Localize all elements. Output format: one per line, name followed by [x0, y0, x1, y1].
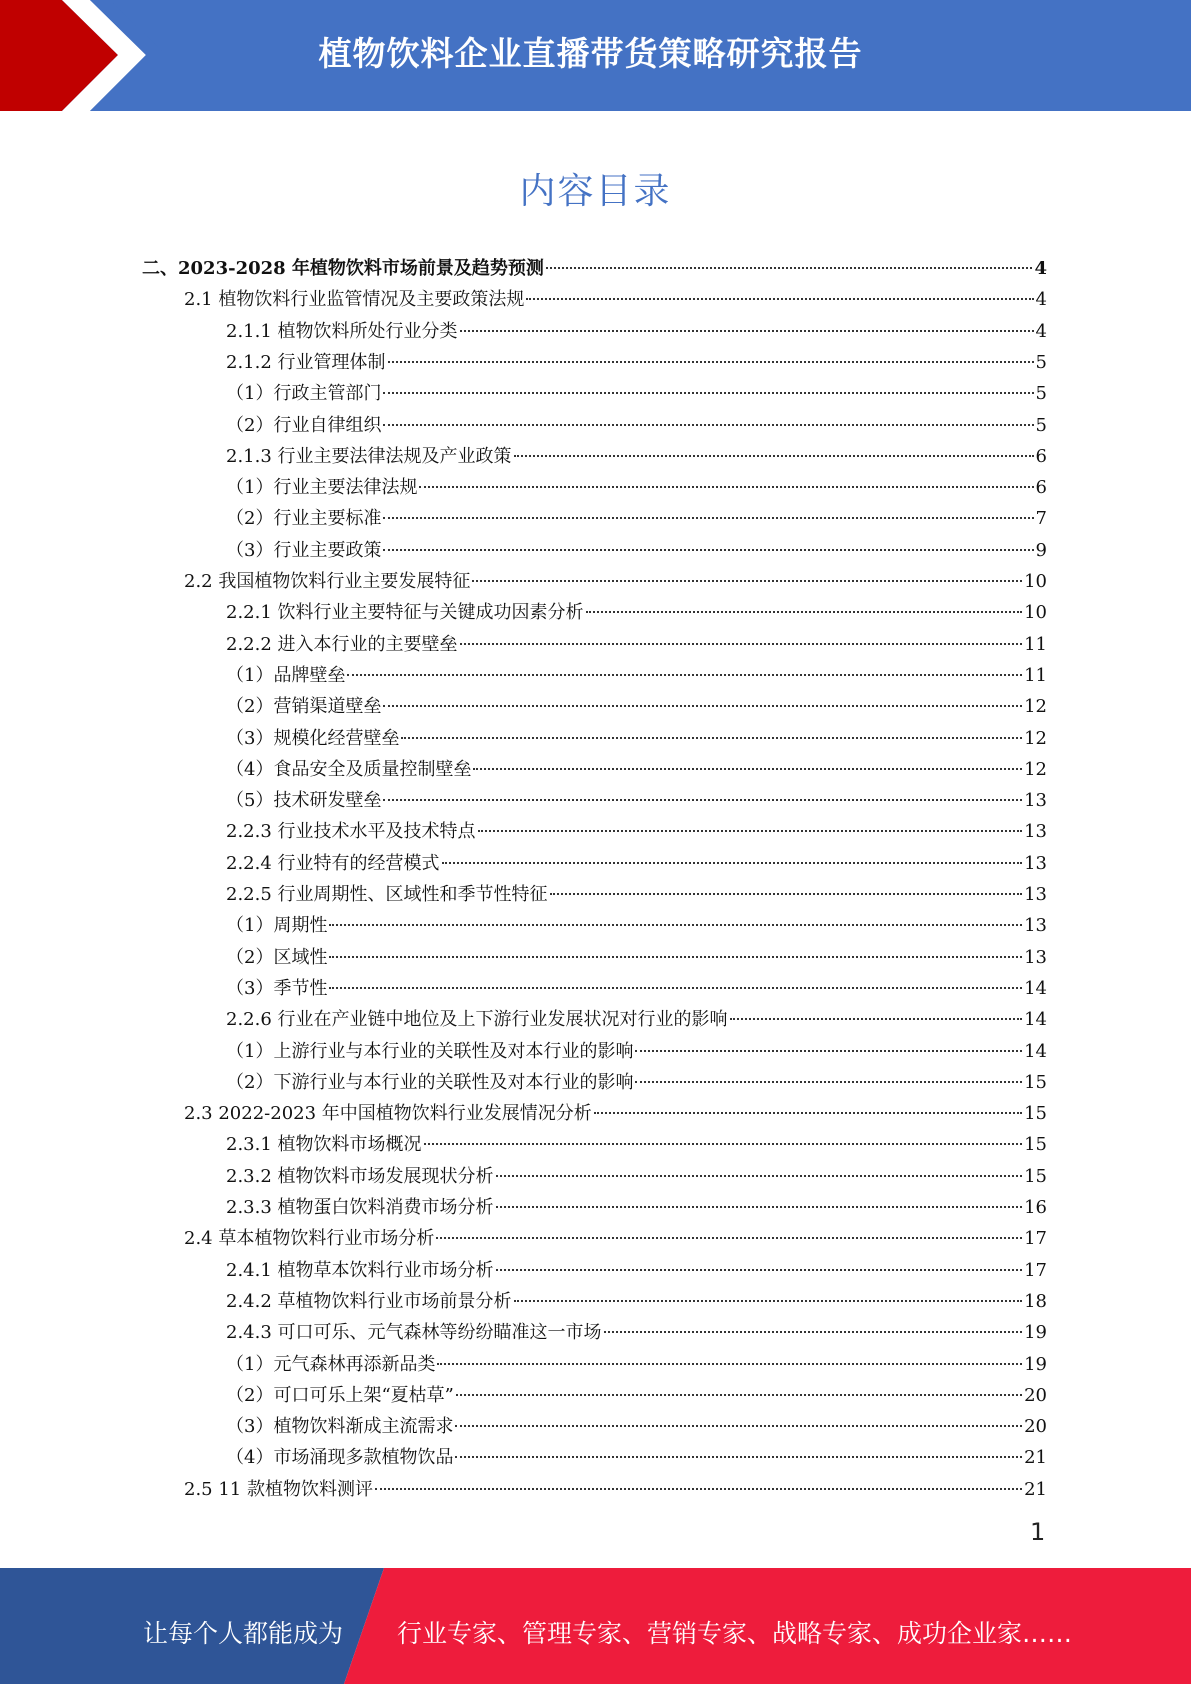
toc-leader-dots	[496, 1269, 1023, 1271]
toc-entry-label: 2.1.1 植物饮料所处行业分类	[226, 320, 458, 342]
toc-entry[interactable]	[226, 973, 1047, 1004]
toc-entry[interactable]	[226, 848, 1047, 879]
toc-leader-dots	[594, 1112, 1022, 1114]
toc-entry[interactable]	[184, 1223, 1047, 1254]
toc-entry-page: 18	[1024, 1290, 1047, 1312]
toc-entry[interactable]	[226, 1349, 1047, 1380]
toc-leader-dots	[419, 486, 1033, 488]
toc-entry-page: 14	[1024, 1009, 1047, 1031]
toc-entry[interactable]	[226, 410, 1047, 441]
toc-entry[interactable]	[226, 816, 1047, 847]
toc-entry-label: 2.2 我国植物饮料行业主要发展特征	[184, 571, 471, 592]
toc-entry-page: 20	[1024, 1384, 1047, 1406]
toc-entry-page: 11	[1024, 633, 1047, 655]
toc-entry[interactable]	[226, 1380, 1047, 1411]
toc-entry-page: 6	[1035, 477, 1047, 499]
toc-leader-dots	[496, 1175, 1023, 1177]
toc-leader-dots	[442, 862, 1023, 864]
toc-entry-page: 19	[1024, 1353, 1047, 1375]
toc-entry[interactable]	[142, 253, 1047, 284]
toc-entry-page: 14	[1024, 977, 1047, 999]
toc-entry-page: 15	[1024, 1103, 1047, 1125]
toc-entry-page: 7	[1035, 508, 1047, 530]
toc-leader-dots	[437, 1363, 1022, 1365]
toc-entry-page: 5	[1035, 351, 1047, 373]
toc-entry-page: 17	[1024, 1259, 1047, 1281]
toc-entry-label: （3）行业主要政策	[226, 539, 382, 561]
toc-leader-dots	[424, 1143, 1023, 1145]
toc-leader-dots	[604, 1331, 1023, 1333]
toc-entry-label: （2）营销渠道壁垒	[226, 696, 382, 718]
toc-entry[interactable]	[226, 347, 1047, 378]
toc-entry-label: （2）行业自律组织	[226, 414, 382, 436]
report-title	[150, 28, 1191, 75]
toc-leader-dots	[473, 768, 1022, 770]
toc-leader-dots	[329, 987, 1022, 989]
toc-entry[interactable]	[184, 1098, 1047, 1129]
toc-leader-dots	[526, 298, 1033, 300]
toc-entry[interactable]	[226, 1255, 1047, 1286]
toc-entry-label: 2.2.3 行业技术水平及技术特点	[226, 821, 476, 843]
toc-entry-page: 16	[1024, 1197, 1047, 1218]
toc-entry-label: （1）行业主要法律法规	[226, 477, 418, 499]
toc-leader-dots	[586, 611, 1023, 613]
toc-entry[interactable]	[184, 1474, 1047, 1505]
toc-leader-dots	[460, 330, 1034, 332]
toc-entry-label: （4）市场涌现多款植物饮品	[226, 1447, 454, 1469]
toc-entry[interactable]	[226, 785, 1047, 816]
page-header	[0, 0, 1191, 111]
toc-entry-page: 13	[1024, 790, 1047, 812]
toc-entry-label: （1）元气森林再添新品类	[226, 1353, 436, 1375]
toc-entry[interactable]	[226, 316, 1047, 347]
footer-slogan-left: 让每个人都能成为	[143, 1619, 344, 1648]
toc-entry-page: 12	[1024, 758, 1047, 780]
toc-entry-page: 9	[1035, 539, 1047, 561]
toc-entry-page: 13	[1024, 915, 1047, 937]
toc-leader-dots	[472, 580, 1022, 582]
toc-entry-label: 2.2.1 饮料行业主要特征与关键成功因素分析	[226, 602, 584, 624]
toc-entry-page: 5	[1035, 383, 1047, 405]
toc-entry-page: 20	[1024, 1416, 1047, 1438]
toc-entry-label: 2.1.3 行业主要法律法规及产业政策	[226, 445, 512, 467]
toc-entry-label: 2.2.2 进入本行业的主要壁垒	[226, 633, 458, 655]
toc-entry[interactable]	[184, 566, 1047, 597]
page-number: 1	[1030, 1518, 1046, 1546]
toc-leader-dots	[383, 392, 1033, 394]
toc-entry-page: 14	[1024, 1040, 1047, 1062]
toc-entry-page: 15	[1024, 1165, 1047, 1187]
toc-entry-label: （1）品牌壁垒	[226, 664, 346, 686]
toc-entry-page: 11	[1024, 664, 1047, 686]
toc-entry[interactable]	[226, 503, 1047, 534]
toc-entry-label: 2.2.5 行业周期性、区域性和季节性特征	[226, 884, 548, 905]
footer-slogan-right: 行业专家、管理专家、营销专家、战略专家、成功企业家……	[397, 1619, 1073, 1648]
toc-entry-label: （2）下游行业与本行业的关联性及对本行业的影响	[226, 1071, 634, 1093]
toc-entry-label: 2.3.1 植物饮料市场概况	[226, 1134, 422, 1156]
toc-entry[interactable]	[226, 910, 1047, 941]
toc-entry-label: （2）可口可乐上架“夏枯草”	[226, 1384, 454, 1406]
toc-entry-page: 17	[1024, 1228, 1047, 1250]
toc-entry-page: 12	[1024, 696, 1047, 718]
toc-entry[interactable]	[226, 378, 1047, 409]
toc-entry-label: 2.4.1 植物草本饮料行业市场分析	[226, 1259, 494, 1281]
toc-entry-page: 13	[1024, 884, 1047, 905]
toc-entry[interactable]	[226, 1161, 1047, 1192]
toc-entry-label: 2.4 草本植物饮料行业市场分析	[184, 1228, 435, 1250]
toc-leader-dots	[546, 267, 1033, 269]
toc-entry-page: 6	[1035, 445, 1047, 467]
toc-entry-label: （2）行业主要标准	[226, 508, 382, 530]
toc-leader-dots	[635, 1081, 1022, 1083]
toc-leader-dots	[455, 1425, 1022, 1427]
toc-entry[interactable]	[226, 691, 1047, 722]
toc-entry-label: 2.1.2 行业管理体制	[226, 351, 386, 373]
toc-entry-page: 10	[1024, 602, 1047, 624]
toc-entry-label: 2.2.4 行业特有的经营模式	[226, 852, 440, 874]
toc-leader-dots	[456, 1394, 1022, 1396]
toc-entry-page: 15	[1024, 1071, 1047, 1093]
toc-entry-page: 21	[1024, 1447, 1047, 1469]
toc-entry-page: 13	[1024, 946, 1047, 968]
toc-entry-page: 21	[1024, 1478, 1047, 1500]
toc-entry[interactable]	[226, 754, 1047, 785]
toc-entry-label: （1）周期性	[226, 915, 328, 937]
toc-entry-label: 2.2.6 行业在产业链中地位及上下游行业发展状况对行业的影响	[226, 1009, 728, 1031]
toc-leader-dots	[460, 643, 1023, 645]
toc-entry[interactable]	[226, 1036, 1047, 1067]
toc-leader-dots	[383, 799, 1022, 801]
toc-leader-dots	[329, 956, 1022, 958]
toc-entry-label: （3）季节性	[226, 977, 328, 999]
toc-leader-dots	[514, 455, 1034, 457]
toc-leader-dots	[383, 517, 1033, 519]
toc-entry[interactable]	[226, 1411, 1047, 1442]
toc-entry[interactable]	[226, 1129, 1047, 1160]
toc-leader-dots	[383, 549, 1033, 551]
toc-entry-label: （4）食品安全及质量控制壁垒	[226, 758, 472, 780]
toc-leader-dots	[635, 1050, 1022, 1052]
toc-entry-page: 4	[1034, 258, 1047, 279]
toc-leader-dots	[455, 1456, 1022, 1458]
toc-entry-page: 4	[1035, 289, 1047, 311]
toc-entry-label: （3）规模化经营壁垒	[226, 727, 400, 749]
toc-entry-label: 2.4.2 草植物饮料行业市场前景分析	[226, 1290, 512, 1312]
toc-entry-label: 2.3.2 植物饮料市场发展现状分析	[226, 1165, 494, 1187]
toc-leader-dots	[550, 893, 1023, 895]
toc-entry-label: 二、2023-2028 年植物饮料市场前景及趋势预测	[142, 258, 544, 279]
toc-entry-page: 13	[1024, 852, 1047, 874]
toc-entry-page: 4	[1035, 320, 1047, 342]
toc-entry-page: 5	[1035, 414, 1047, 436]
toc-entry-label: （2）区域性	[226, 946, 328, 968]
toc-entry[interactable]	[226, 660, 1047, 691]
toc-entry[interactable]	[226, 1192, 1047, 1223]
toc-entry[interactable]	[184, 284, 1047, 315]
toc-entry[interactable]	[226, 942, 1047, 973]
toc-entry-label: （1）行政主管部门	[226, 383, 382, 405]
toc-entry[interactable]	[226, 629, 1047, 660]
toc-entry-label: （1）上游行业与本行业的关联性及对本行业的影响	[226, 1040, 634, 1062]
toc-entry-label: （3）植物饮料渐成主流需求	[226, 1416, 454, 1438]
toc-leader-dots	[730, 1018, 1023, 1020]
toc-leader-dots	[496, 1206, 1023, 1208]
toc-leader-dots	[514, 1300, 1023, 1302]
toc-entry[interactable]	[226, 597, 1047, 628]
toc-leader-dots	[347, 674, 1022, 676]
toc-entry[interactable]	[226, 1442, 1047, 1473]
toc-entry-label: 2.5 11 款植物饮料测评	[184, 1478, 373, 1500]
toc-entry-page: 10	[1024, 571, 1047, 592]
toc-entry-label: 2.4.3 可口可乐、元气森林等纷纷瞄准这一市场	[226, 1322, 602, 1344]
toc-entry-label: （5）技术研发壁垒	[226, 790, 382, 812]
toc-entry-label: 2.3 2022-2023 年中国植物饮料行业发展情况分析	[184, 1103, 592, 1125]
toc-entry-label: 2.1 植物饮料行业监管情况及主要政策法规	[184, 289, 525, 311]
toc-leader-dots	[401, 737, 1022, 739]
toc-entry[interactable]	[226, 879, 1047, 910]
toc-entry-page: 15	[1024, 1134, 1047, 1156]
toc-entry[interactable]	[226, 472, 1047, 503]
toc-entry[interactable]	[226, 441, 1047, 472]
toc-leader-dots	[383, 705, 1022, 707]
toc-entry[interactable]	[226, 1004, 1047, 1035]
toc-entry[interactable]	[226, 535, 1047, 566]
toc-entry[interactable]	[226, 1317, 1047, 1348]
toc-entry[interactable]	[226, 723, 1047, 754]
toc-entry[interactable]	[226, 1067, 1047, 1098]
toc-leader-dots	[383, 424, 1033, 426]
toc-entry-page: 19	[1024, 1322, 1047, 1344]
toc-heading-text: 内容目录	[519, 171, 672, 212]
report-title-text: 植物饮料企业直播带货策略研究报告	[318, 34, 863, 73]
toc-leader-dots	[375, 1488, 1022, 1490]
toc-entry[interactable]	[226, 1286, 1047, 1317]
toc-leader-dots	[388, 361, 1034, 363]
toc-entry-page: 13	[1024, 821, 1047, 843]
page-footer	[0, 1568, 1191, 1684]
toc-leader-dots	[329, 924, 1022, 926]
toc-leader-dots	[436, 1237, 1022, 1239]
toc-heading	[0, 163, 1191, 214]
toc-entry-label: 2.3.3 植物蛋白饮料消费市场分析	[226, 1197, 494, 1218]
toc-entry-page: 12	[1024, 727, 1047, 749]
toc-leader-dots	[478, 830, 1023, 832]
